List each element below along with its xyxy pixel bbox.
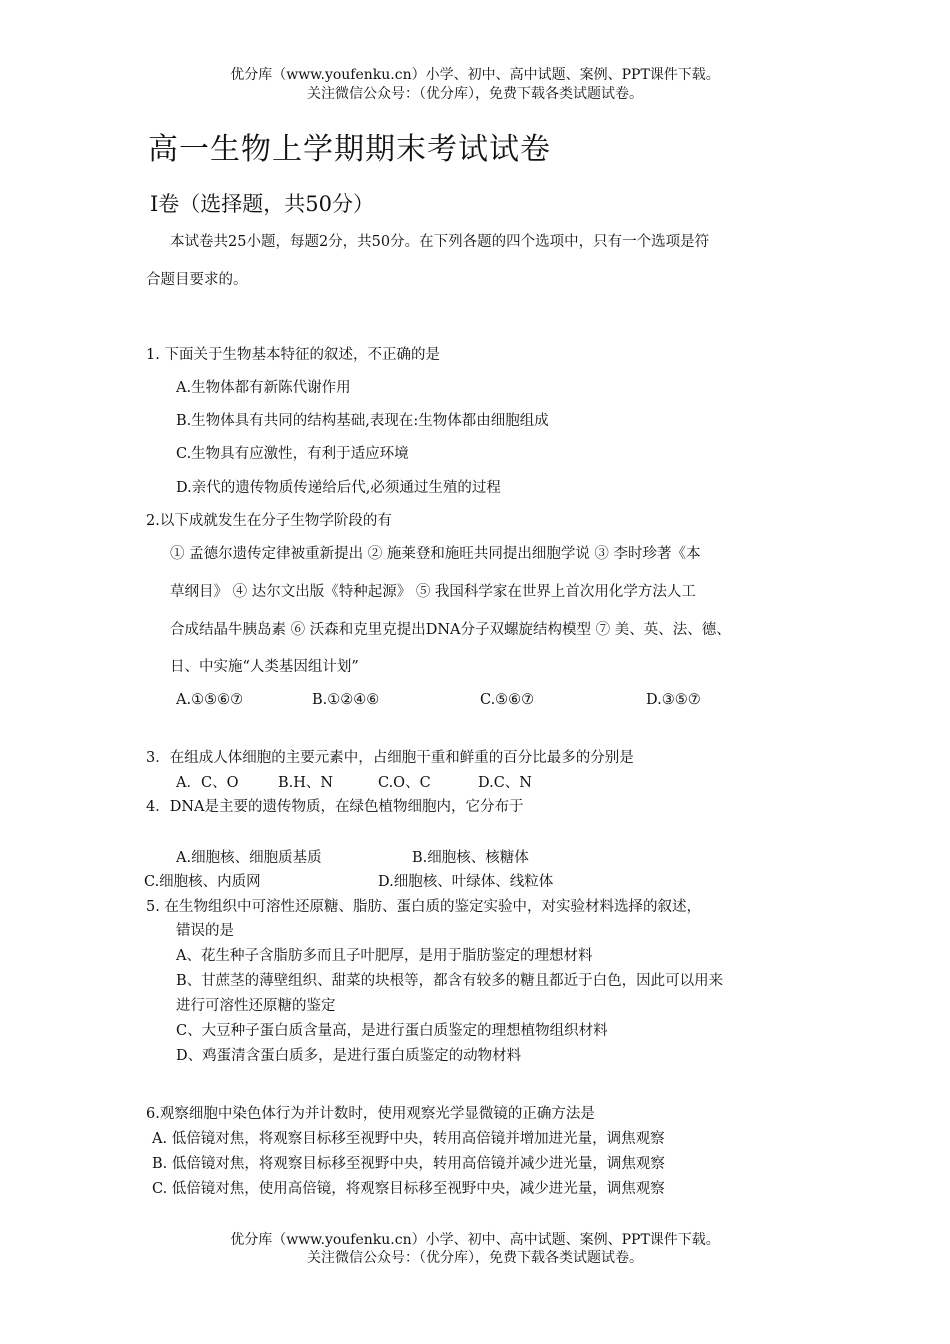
question-5-stem-line-2: 错误的是 <box>176 923 234 939</box>
footer-line-2: 关注微信公众号：（优分库），免费下载各类试题试卷。 <box>307 1250 643 1266</box>
question-5-option-a: A、花生种子含脂肪多而且子叶肥厚，是用于脂肪鉴定的理想材料 <box>176 948 593 964</box>
question-1-option-b: B.生物体具有共同的结构基础,表现在:生物体都由细胞组成 <box>176 413 549 429</box>
page-title: 高一生物上学期期末考试试卷 <box>148 132 551 167</box>
question-2-statement-line-3: 合成结晶牛胰岛素 ⑥ 沃森和克里克提出DNA分子双螺旋结构模型 ⑦ 美、英、法、德、 <box>170 622 731 638</box>
question-3-stem: 3．在组成人体细胞的主要元素中，占细胞干重和鲜重的百分比最多的分别是 <box>146 750 634 766</box>
question-1-option-c: C.生物具有应激性，有利于适应环境 <box>176 446 409 462</box>
question-2-statement-line-4: 日、中实施“人类基因组计划” <box>170 659 359 675</box>
footer-line-1: 优分库（www.youfenku.cn）小学、初中、高中试题、案例、PPT课件下载。 <box>230 1232 720 1248</box>
section-title: Ⅰ卷（选择题，共50分） <box>150 192 375 216</box>
question-2-option-d: D.③⑤⑦ <box>646 692 701 708</box>
question-1-option-a: A.生物体都有新陈代谢作用 <box>176 380 351 396</box>
question-4-option-c: C.细胞核、内质网 <box>144 874 261 890</box>
question-4-option-d: D.细胞核、叶绿体、线粒体 <box>378 874 554 890</box>
instructions-line-2: 合题目要求的。 <box>146 272 248 288</box>
question-4-option-b: B.细胞核、核糖体 <box>412 850 529 866</box>
question-6-option-a: A. 低倍镜对焦，将观察目标移至视野中央，转用高倍镜并增加进光量，调焦观察 <box>152 1131 665 1147</box>
question-5-stem-line-1: 5. 在生物组织中可溶性还原糖、脂肪、蛋白质的鉴定实验中，对实验材料选择的叙述， <box>146 899 701 915</box>
question-3-option-c: C.O、C <box>378 775 431 791</box>
question-6-option-b: B. 低倍镜对焦，将观察目标移至视野中央，转用高倍镜并减少进光量，调焦观察 <box>152 1156 665 1172</box>
question-2-statement-line-2: 草纲目》 ④ 达尔文出版《特种起源》 ⑤ 我国科学家在世界上首次用化学方法人工 <box>170 584 696 600</box>
question-1-option-d: D.亲代的遗传物质传递给后代,必须通过生殖的过程 <box>176 480 501 496</box>
instructions-line-1: 本试卷共25小题，每题2分，共50分。在下列各题的四个选项中，只有一个选项是符 <box>170 234 710 250</box>
question-3-option-d: D.C、N <box>478 775 532 791</box>
question-5-option-c: C、大豆种子蛋白质含量高，是进行蛋白质鉴定的理想植物组织材料 <box>176 1023 608 1039</box>
question-4-option-a: A.细胞核、细胞质基质 <box>176 850 322 866</box>
question-5-option-d: D、鸡蛋清含蛋白质多，是进行蛋白质鉴定的动物材料 <box>176 1048 522 1064</box>
question-2-stem: 2.以下成就发生在分子生物学阶段的有 <box>146 513 392 529</box>
question-2-option-b: B.①②④⑥ <box>312 692 380 708</box>
question-2-option-c: C.⑤⑥⑦ <box>480 692 535 708</box>
question-5-option-b-line-2: 进行可溶性还原糖的鉴定 <box>176 998 336 1014</box>
question-5-option-b-line-1: B、甘蔗茎的薄壁组织、甜菜的块根等，都含有较多的糖且都近于白色，因此可以用来 <box>176 973 724 989</box>
question-6-option-c: C. 低倍镜对焦，使用高倍镜，将观察目标移至视野中央，减少进光量，调焦观察 <box>152 1181 665 1197</box>
question-6-stem: 6.观察细胞中染色体行为并计数时，使用观察光学显微镜的正确方法是 <box>146 1106 595 1122</box>
question-2-statement-line-1: ① 孟德尔遗传定律被重新提出 ② 施莱登和施旺共同提出细胞学说 ③ 李时珍著《本 <box>170 546 701 562</box>
question-2-option-a: A.①⑤⑥⑦ <box>176 692 244 708</box>
question-1-stem: 1. 下面关于生物基本特征的叙述，不正确的是 <box>146 347 440 363</box>
header-line-1: 优分库（www.youfenku.cn）小学、初中、高中试题、案例、PPT课件下载。 <box>230 67 720 83</box>
question-3-option-b: B.H、N <box>278 775 334 791</box>
question-4-stem: 4．DNA是主要的遗传物质，在绿色植物细胞内，它分布于 <box>146 799 524 815</box>
question-3-option-a: A．C、O <box>176 775 239 791</box>
header-line-2: 关注微信公众号：（优分库），免费下载各类试题试卷。 <box>307 86 643 102</box>
